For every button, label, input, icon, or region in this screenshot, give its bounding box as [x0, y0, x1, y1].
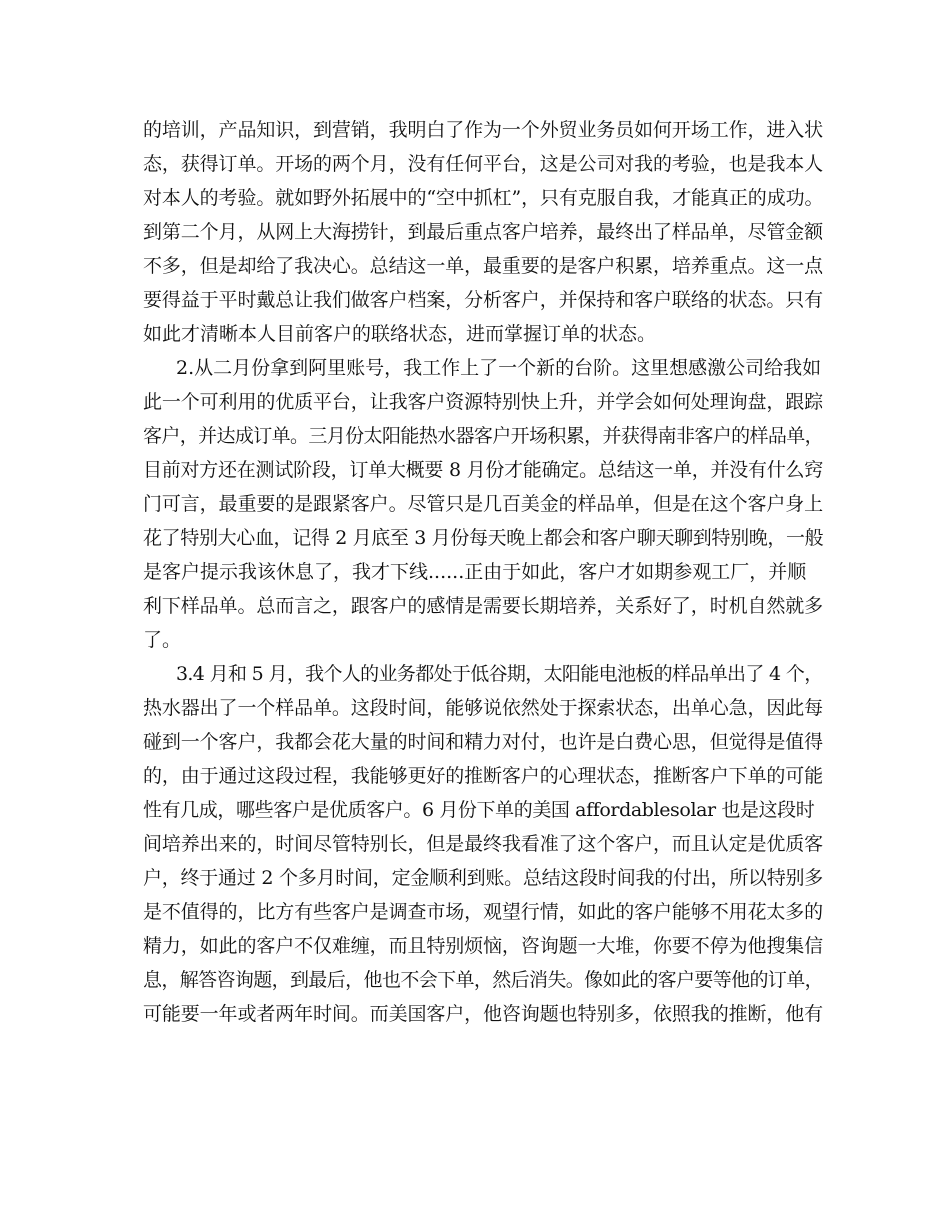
- text-line: 客户，并达成订单。三月份太阳能热水器客户开场积累，并获得南非客户的样品单，: [143, 425, 824, 447]
- text-line: 碰到一个客户，我都会花大量的时间和精力对付，也许是白费心思，但觉得是值得: [143, 731, 824, 753]
- text-line: 如此才清晰本人目前客户的联络状态，进而掌握订单的状态。: [143, 323, 657, 345]
- text-line: 是客户提示我该休息了，我才下线......正由于如此，客户才如期参观工厂，并顺: [143, 561, 807, 583]
- text-line: 是不值得的，比方有些客户是调查市场，观望行情，如此的客户能够不用花太多的: [143, 901, 824, 923]
- text-line: 的，由于通过这段过程，我能够更好的推断客户的心理状态，推断客户下单的可能: [143, 765, 824, 787]
- text-line: 3.4 月和 5 月，我个人的业务都处于低谷期，太阳能电池板的样品单出了 4 个，: [176, 663, 823, 685]
- text-line: 的培训，产品知识，到营销，我明白了作为一个外贸业务员如何开场工作，进入状: [143, 119, 824, 141]
- text-line: 门可言，最重要的是跟紧客户。尽管只是几百美金的样品单，但是在这个客户身上: [143, 493, 824, 515]
- text-line: 要得益于平时戴总让我们做客户档案，分析客户，并保持和客户联络的状态。只有: [143, 289, 824, 311]
- text-line: 性有几成，哪些客户是优质客户。6 月份下单的美国 affordablesolar 也是这段时: [143, 799, 815, 821]
- text-line: 精力，如此的客户不仅难缠，而且特别烦恼，咨询题一大堆，你要不停为他搜集信: [143, 935, 824, 957]
- text-line: 到第二个月，从网上大海捞针，到最后重点客户培养，最终出了样品单，尽管金额: [143, 221, 824, 243]
- text-line: 了。: [143, 629, 182, 651]
- text-line: 态，获得订单。开场的两个月，没有任何平台，这是公司对我的考验，也是我本人: [143, 153, 824, 175]
- text-line: 间培养出来的，时间尽管特别长，但是最终我看准了这个客户，而且认定是优质客: [143, 833, 824, 855]
- text-line: 可能要一年或者两年时间。而美国客户，他咨询题也特别多，依照我的推断，他有: [143, 1003, 824, 1025]
- text-line: 息，解答咨询题，到最后，他也不会下单，然后消失。像如此的客户要等他的订单，: [143, 969, 824, 991]
- text-line: 此一个可利用的优质平台，让我客户资源特别快上升，并学会如何处理询盘，跟踪: [143, 391, 824, 413]
- text-line: 2.从二月份拿到阿里账号，我工作上了一个新的台阶。这里想感激公司给我如: [176, 357, 822, 379]
- text-line: 不多，但是却给了我决心。总结这一单，最重要的是客户积累，培养重点。这一点: [143, 255, 824, 277]
- text-line: 对本人的考验。就如野外拓展中的“空中抓杠”，只有克服自我，才能真正的成功。: [143, 187, 824, 209]
- text-line: 热水器出了一个样品单。这段时间，能够说依然处于探索状态，出单心急，因此每: [143, 697, 824, 719]
- text-line: 利下样品单。总而言之，跟客户的感情是需要长期培养，关系好了，时机自然就多: [143, 595, 824, 617]
- text-line: 目前对方还在测试阶段，订单大概要 8 月份才能确定。总结这一单，并没有什么窍: [143, 459, 824, 481]
- text-line: 户，终于通过 2 个多月时间，定金顺利到账。总结这段时间我的付出，所以特别多: [143, 867, 824, 889]
- body-text: [143, 113, 823, 1031]
- text-line: 花了特别大心血，记得 2 月底至 3 月份每天晚上都会和客户聊天聊到特别晚，一般: [143, 527, 824, 549]
